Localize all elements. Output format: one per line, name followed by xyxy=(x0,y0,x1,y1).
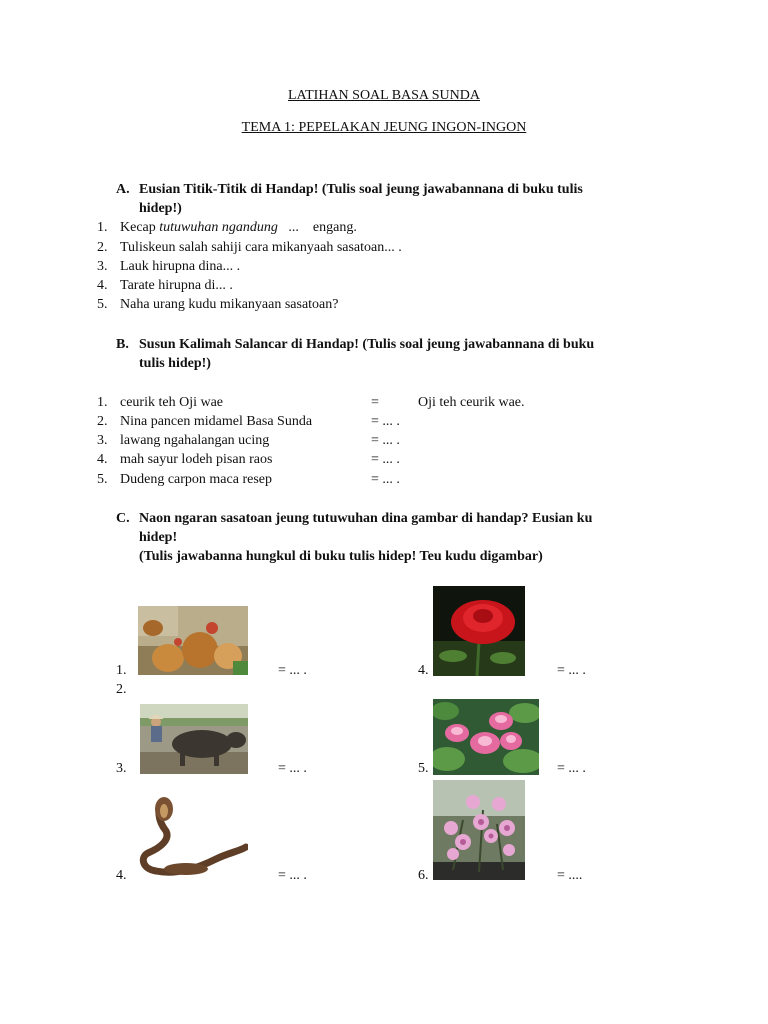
red-rose-image xyxy=(433,586,525,676)
section-b-letter: B. xyxy=(116,337,129,352)
b-item-answer: Oji teh ceurik wae. xyxy=(418,395,525,410)
b-item-text: lawang ngahalangan ucing xyxy=(120,433,270,448)
b-item-text: ceurik teh Oji wae xyxy=(120,395,224,410)
a-item-text: Tarate hirupna di... . xyxy=(120,278,233,293)
b-item-number: 1. xyxy=(97,395,108,410)
a-item-number: 3. xyxy=(97,259,108,274)
a-item-text: Kecap tutuwuhan ngandung ... engang. xyxy=(120,220,357,235)
section-c-heading-cont: hidep! xyxy=(139,530,178,545)
c-right-blank: = .... xyxy=(557,868,583,883)
section-a-heading-cont: hidep!) xyxy=(139,201,182,216)
b-item-text: Nina pancen midamel Basa Sunda xyxy=(120,414,313,429)
c-right-number: 4. xyxy=(418,663,429,678)
c-right-blank: = ... . xyxy=(557,761,586,776)
section-c-instruction: (Tulis jawabanna hungkul di buku tulis hidep! Teu kudu digambar) xyxy=(139,549,543,564)
b-item-blank: = ... . xyxy=(371,452,400,467)
a-item-text: Naha urang kudu mikanyaan sasatoan? xyxy=(120,297,339,312)
c-left-number: 2. xyxy=(116,682,127,697)
b-item-number: 2. xyxy=(97,414,108,429)
b-item-number: 5. xyxy=(97,472,108,487)
section-b-heading: Susun Kalimah Salancar di Handap! (Tulis soal jeung jawabannana di buku xyxy=(139,337,595,352)
c-left-blank: = ... . xyxy=(278,663,307,678)
a-item-number: 4. xyxy=(97,278,108,293)
page-subtitle: TEMA 1: PEPELAKAN JEUNG INGON-INGON xyxy=(241,120,527,135)
section-a-letter: A. xyxy=(116,182,130,197)
b-item-equals: = xyxy=(371,395,379,410)
c-right-number: 5. xyxy=(418,761,429,776)
a-item-text: Lauk hirupna dina... . xyxy=(120,259,241,274)
section-a-heading: Eusian Titik-Titik di Handap! (Tulis soal jeung jawabannana di buku tulis xyxy=(139,182,583,197)
b-item-text: mah sayur lodeh pisan raos xyxy=(120,452,273,467)
c-left-blank: = ... . xyxy=(278,868,307,883)
b-item-number: 4. xyxy=(97,452,108,467)
c-right-number: 6. xyxy=(418,868,429,883)
orchids-image xyxy=(433,780,525,880)
b-item-blank: = ... . xyxy=(371,433,400,448)
c-left-number: 1. xyxy=(116,663,127,678)
section-b-heading-cont: tulis hidep!) xyxy=(139,356,211,371)
section-c-letter: C. xyxy=(116,511,130,526)
c-left-number: 4. xyxy=(116,868,127,883)
cobra-snake-image xyxy=(136,797,248,881)
b-item-blank: = ... . xyxy=(371,414,400,429)
b-item-blank: = ... . xyxy=(371,472,400,487)
b-item-number: 3. xyxy=(97,433,108,448)
a-item-number: 5. xyxy=(97,297,108,312)
c-left-number: 3. xyxy=(116,761,127,776)
section-c-heading: Naon ngaran sasatoan jeung tutuwuhan dina gambar di handap? Eusian ku xyxy=(139,511,593,526)
lotus-flowers-image xyxy=(433,699,539,775)
b-item-text: Dudeng carpon maca resep xyxy=(120,472,272,487)
c-left-blank: = ... . xyxy=(278,761,307,776)
buffalo-plowing-image xyxy=(140,704,248,774)
a-item-number: 2. xyxy=(97,240,108,255)
page-title: LATIHAN SOAL BASA SUNDA xyxy=(288,88,480,103)
c-right-blank: = ... . xyxy=(557,663,586,678)
a-item-number: 1. xyxy=(97,220,108,235)
chickens-image xyxy=(138,606,248,675)
a-item-text: Tuliskeun salah sahiji cara mikanyaah sasatoan... . xyxy=(120,240,402,255)
